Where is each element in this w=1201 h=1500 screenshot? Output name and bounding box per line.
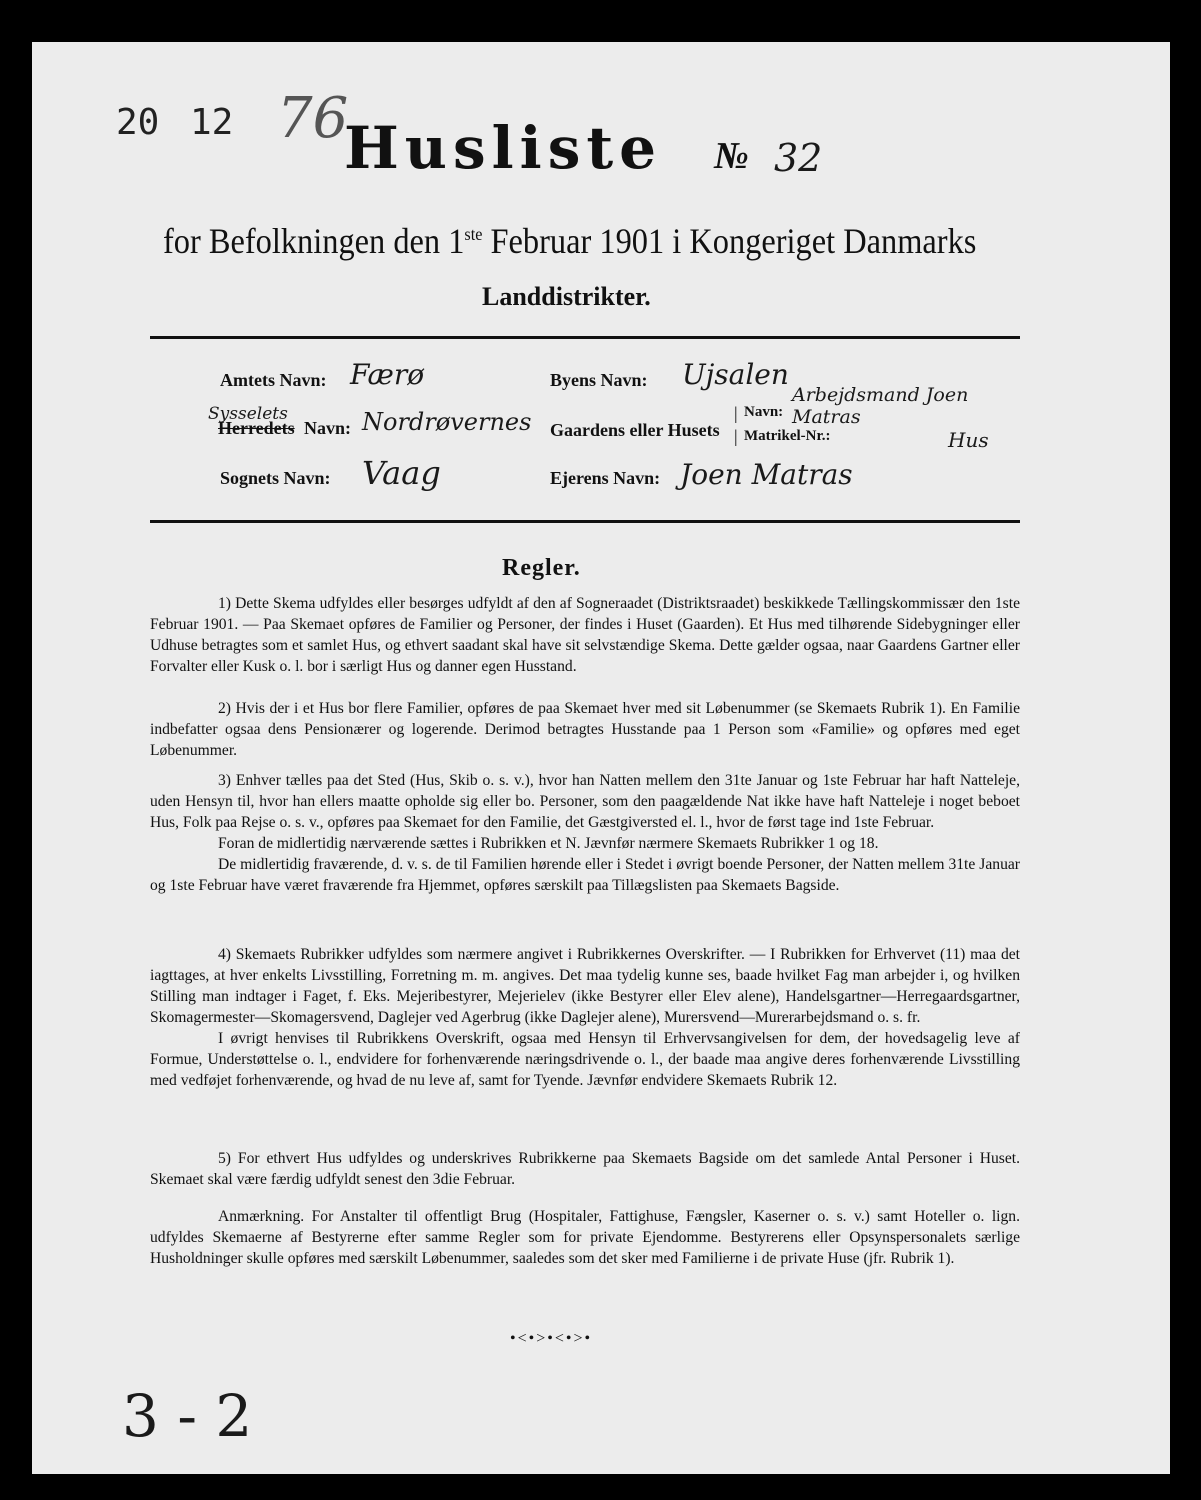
- matrikel-label: Matrikel-Nr.:: [744, 428, 831, 444]
- gaard-navn-value: Arbejdsmand Joen Matras: [792, 384, 969, 428]
- stamp-number-left: 20: [116, 102, 160, 143]
- herred-replacement-text: Sysselets: [208, 404, 288, 424]
- ejer-value: Joen Matras: [680, 458, 853, 491]
- rule-2: 2) Hvis der i et Hus bor flere Familier, opføres de paa Skemaet hver med sit Løbenummer (se Skemaets Rubrik 1). En Familie indbefatter ogsaa dens Pensionærer og logerende. Derimod betragtes Husstande paa 1 Person som «Familie» og opføres med eget Løbenummer.: [150, 700, 1020, 759]
- sogn-label: Sognets Navn:: [220, 468, 331, 488]
- district-type: Landdistrikter.: [482, 282, 651, 311]
- top-divider: [150, 336, 1020, 339]
- census-form-page: [32, 42, 1170, 1474]
- herred-struck-label: Herredets: [218, 418, 295, 438]
- rule-3: 3) Enhver tælles paa det Sted (Hus, Skib o. s. v.), hvor han Natten mellem den 31te Januar og 1ste Februar har haft Natteleje, uden Hensyn til, hvor han ellers maatte opholde sig eller bo. Personer, som den paagældende Nat ikke have haft Natteleje i noget beboet Hus, Folk paa Rejse o. s. v., opføres paa Skemaet for den Familie, det Gæstgiversted el. l., hvor de først tage ind 1ste Februar. Foran de midlertidig nærværende sættes i Rubrikken et N. Jævnfør nærmere Skemaets Rubrikker 1 og 18. De midlertidig fraværende, d. v. s. de til Familien hørende eller i Stedet i øvrigt boende Personer, der Natten mellem 31te Januar og 1ste Februar have været fraværende fra Hjemmet, opføres særskilt paa Tillægslisten paa Skemaets Bagside.: [150, 772, 1020, 894]
- handwritten-page-number: 76: [277, 86, 349, 151]
- matrikel-value: Hus: [948, 428, 989, 452]
- herred-value: Nordrøvernes: [362, 408, 532, 436]
- amt-label: Amtets Navn:: [220, 370, 327, 390]
- by-value: Ujsalen: [682, 358, 789, 391]
- form-title: Husliste: [344, 114, 663, 182]
- gaard-bracket: | |: [734, 403, 738, 446]
- form-number: 32: [774, 136, 823, 180]
- number-sign: №: [714, 135, 749, 177]
- herred-label: Navn:: [304, 418, 352, 438]
- rule-1: 1) Dette Skema udfyldes eller besørges udfyldt af den af Sogneraadet (Distriktsraadet) beskikkede Tællingskommissær den 1ste Februar 1901. — Paa Skemaet opføres de Familier og Personer, der findes i Huset (Gaarden). Et Hus med tilhørende Sidebygninger eller Udhuse betragtes som et samlet Hus, og ethvert saadant skal have sit selvstændige Skema. Dette gælder ogsaa, naar Gaardens Gartner eller Forvalter eller Kusk o. l. bor i særligt Hus og danner egen Husstand.: [150, 595, 1020, 675]
- rule-5: 5) For ethvert Hus udfyldes og underskrives Rubrikkerne paa Skemaets Bagside om det samlede Antal Personer i Huset. Skemaet skal være færdig udfyldt senest den 3die Februar.: [150, 1150, 1020, 1188]
- by-label: Byens Navn:: [550, 370, 648, 390]
- bottom-handwritten-note: 3 - 2: [122, 1382, 253, 1450]
- form-subtitle: for Befolkningen den 1ste Februar 1901 i Kongeriget Danmarks: [163, 221, 977, 261]
- ornament-divider: •<•>•<•>•: [510, 1330, 593, 1347]
- amt-value: Færø: [350, 358, 425, 391]
- bottom-divider: [150, 520, 1020, 523]
- rules-heading: Regler.: [502, 555, 581, 581]
- gaard-navn-label: Navn:: [744, 404, 784, 420]
- gaard-label: Gaardens eller Husets: [550, 420, 720, 440]
- rule-4: 4) Skemaets Rubrikker udfyldes som nærmere angivet i Rubrikkernes Overskrifter. — I Rubrikken for Erhvervet (11) maa det iagttages, at hver enkelts Livsstilling, Forretning m. m. angives. Det maa tydelig kunne ses, baade hvilket Fag man arbejder i, og hvilken Stilling man indtager i Faget, f. Eks. Mejeribestyrer, Mejerielev (ikke Bestyrer eller Elev alene), Handelsgartner—Herregaardsgartner, Skomagermester—Skomagersvend, Daglejer ved Agerbrug (ikke Daglejer alene), Murersvend—Murerarbejdsmand o. s. fr. I øvrigt henvises til Rubrikkens Overskrift, ogsaa med Hensyn til Erhvervsangivelsen for dem, der hovedsagelig leve af Formue, Understøttelse o. l., endvidere for forhenværende næringsdrivende o. l., der baade maa angive deres forhenværende Livsstilling med vedføjet forhenværende, og hvad de nu leve af, samt for Tyende. Jævnfør endvidere Skemaets Rubrik 12.: [150, 946, 1020, 1089]
- stamp-number-right: 12: [190, 102, 234, 143]
- sogn-value: Vaag: [362, 454, 441, 492]
- annotation-note: Anmærkning. For Anstalter til offentligt Brug (Hospitaler, Fattighuse, Fængsler, Kaserner o. s. v.) samt Hoteller o. lign. udfyldes Skemaerne af Bestyrerne efter samme Regler som for private Ejendomme. Bestyrerens eller Opsynspersonalets særlige Husholdninger skulle opføres med særskilt Løbenummer, saaledes som det sker med Familierne i de private Huse (jfr. Rubrik 1).: [150, 1208, 1020, 1267]
- ejer-label: Ejerens Navn:: [550, 468, 661, 488]
